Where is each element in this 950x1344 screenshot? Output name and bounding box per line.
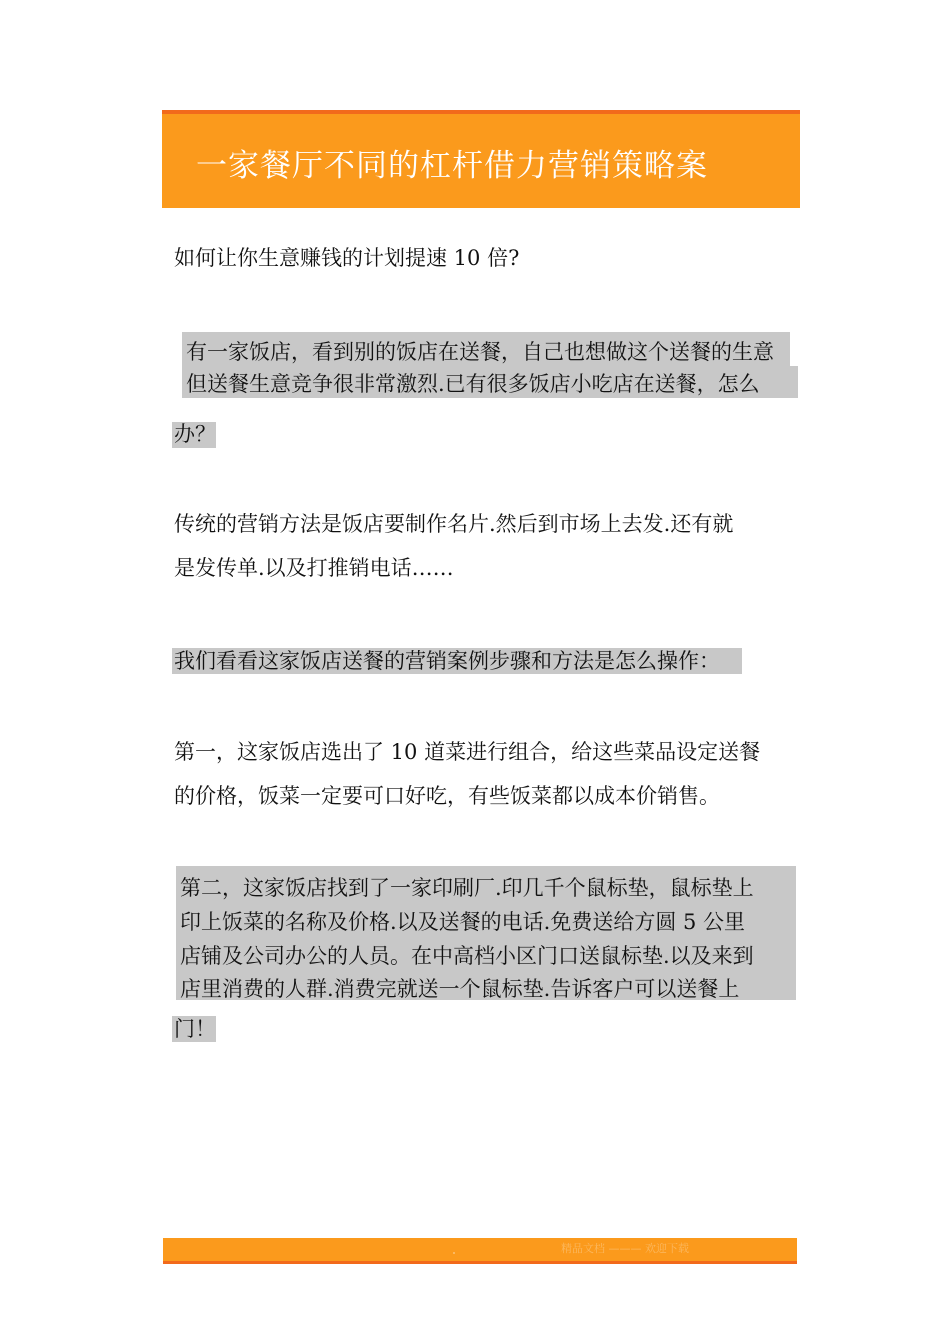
headline: 如何让你生意赚钱的计划提速 10 倍? xyxy=(174,246,520,270)
footer-bar xyxy=(163,1238,797,1264)
paragraph-line: 印上饭菜的名称及价格.以及送餐的电话.免费送给方圆 5 公里 xyxy=(180,910,746,934)
paragraph-line: 店铺及公司办公的人员。在中高档小区门口送鼠标垫.以及来到 xyxy=(180,944,754,968)
paragraph-line: 第二，这家饭店找到了一家印刷厂.印几千个鼠标垫，鼠标垫上 xyxy=(180,876,754,900)
document-title: 一家餐厅不同的杠杆借力营销策略案 xyxy=(196,148,708,184)
title-banner xyxy=(162,110,800,208)
footer-dot xyxy=(453,1252,455,1254)
paragraph-line: 我们看看这家饭店送餐的营销案例步骤和方法是怎么操作： xyxy=(174,649,720,673)
paragraph-line: 传统的营销方法是饭店要制作名片.然后到市场上去发.还有就 xyxy=(174,512,734,536)
paragraph-line: 店里消费的人群.消费完就送一个鼠标垫.告诉客户可以送餐上 xyxy=(180,977,740,1001)
paragraph-line: 办？ xyxy=(174,422,216,446)
paragraph-line: 门！ xyxy=(174,1017,216,1041)
footer-text: 精品文档 ——— 欢迎下载 xyxy=(561,1242,689,1255)
paragraph-line: 但送餐生意竞争很非常激烈.已有很多饭店小吃店在送餐，怎么 xyxy=(186,372,760,396)
paragraph-line: 的价格，饭菜一定要可口好吃，有些饭菜都以成本价销售。 xyxy=(174,784,720,808)
paragraph-line: 有一家饭店，看到别的饭店在送餐，自己也想做这个送餐的生意 xyxy=(186,340,774,364)
paragraph-line: 第一，这家饭店选出了 10 道菜进行组合，给这些菜品设定送餐 xyxy=(174,740,761,764)
paragraph-line: 是发传单.以及打推销电话…… xyxy=(174,556,454,580)
